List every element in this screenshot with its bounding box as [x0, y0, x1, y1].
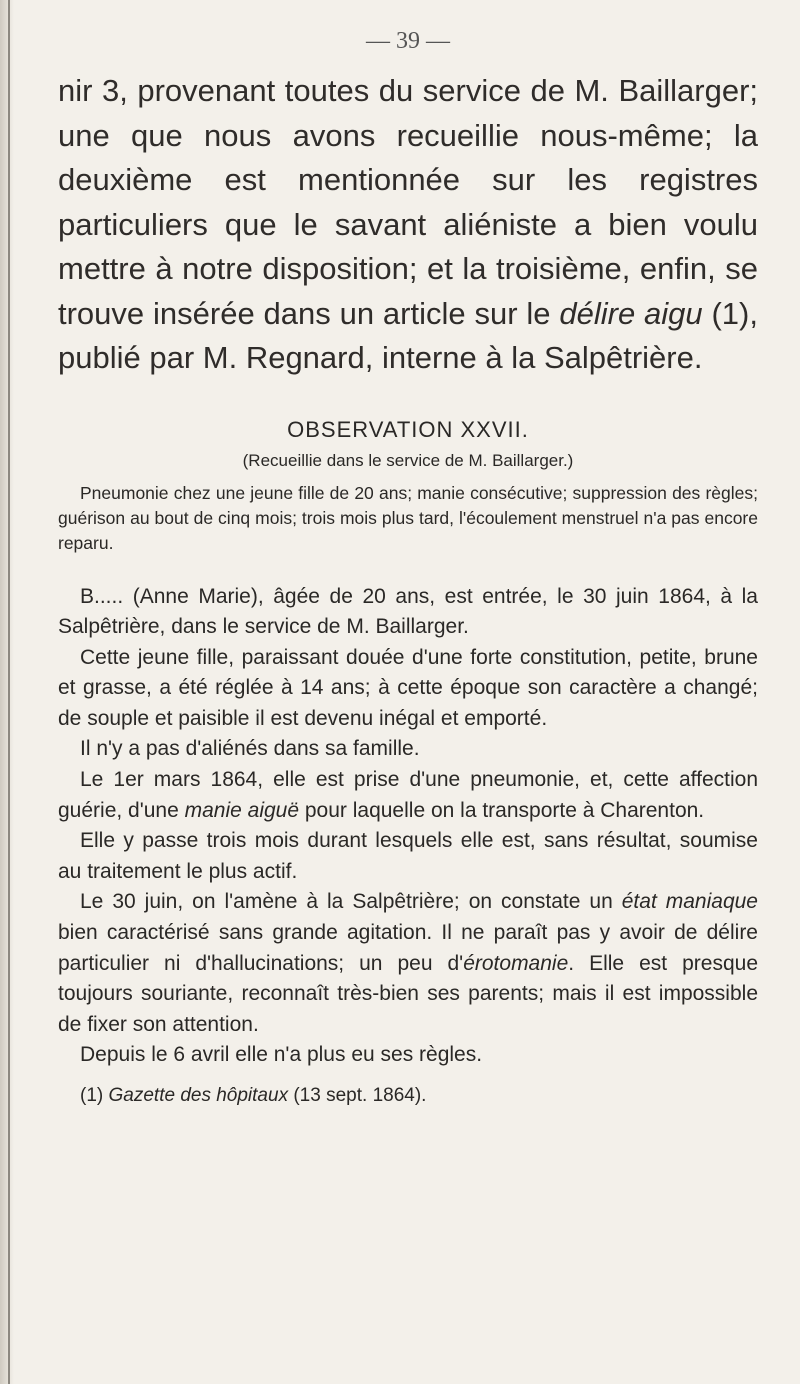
binding-edge — [8, 0, 10, 1384]
intro-text-a: nir 3, provenant toutes du service de M. Baillarger; une que nous avons recueillie nous-même; la deuxième est mentionnée sur les registres particuliers que le savant aliéniste a bien voulu mettre à notre disposition; et la troisième, enfin, se trouve insérée dans un article sur le — [58, 73, 758, 331]
page — [58, 28, 758, 1107]
intro-text — [58, 69, 758, 381]
observation-summary: Pneumonie chez une jeune fille de 20 ans; manie consécutive; suppression des règles; guérison au bout de cinq mois; trois mois plus tard, l'écoulement menstruel n'a pas encore reparu. — [58, 482, 758, 553]
case-p6-italic-1: état maniaque — [621, 890, 758, 914]
book-binding — [0, 0, 14, 1384]
case-paragraph-1: B..... (Anne Marie), âgée de 20 ans, est entrée, le 30 juin 1864, à la Salpêtrière, dans le service de M. Baillarger. — [58, 584, 758, 639]
case-paragraph-2: Cette jeune fille, paraissant douée d'une forte constitution, petite, brune et grasse, a été réglée à 14 ans; à cette époque son caractère a changé; de souple et paisible il est devenu inégal et emporté. — [58, 645, 758, 730]
case-p6-b: bien caractérisé sans grande agitation. Il ne paraît pas y avoir de délire particulier ni d'hallucinations; un peu d' — [58, 921, 758, 975]
case-p4-b: pour laquelle on la transporte à Charenton. — [299, 798, 705, 822]
case-p4-a: Le 1er mars 1864, elle est prise d'une pneumonie, et, cette affection guérie, d'une — [58, 768, 758, 822]
observation-title: OBSERVATION XXVII. — [287, 416, 529, 442]
footnote — [58, 1085, 758, 1107]
case-p4-italic: manie aiguë — [184, 798, 300, 822]
case-paragraph-6 — [58, 887, 758, 1040]
case-p6-a: Le 30 juin, on l'amène à la Salpêtrière; on constate un — [80, 890, 622, 914]
footnote-date: (13 sept. 1864). — [288, 1085, 427, 1106]
footnote-mark: (1) — [80, 1085, 109, 1106]
observation-subtitle: (Recueillie dans le service de M. Baillarger.) — [242, 450, 574, 470]
case-paragraph-4 — [58, 765, 758, 826]
case-p6-c: . Elle est presque toujours souriante, reconnaît très-bien ses parents; mais il est impossible de fixer son attention. — [58, 951, 758, 1036]
intro-paragraph — [58, 69, 758, 381]
footnote-source: Gazette des hôpitaux — [108, 1085, 289, 1106]
intro-italic: délire aigu — [559, 295, 703, 331]
case-paragraph-3: Il n'y a pas d'aliénés dans sa famille. — [80, 737, 420, 761]
case-paragraph-5: Elle y passe trois mois durant lesquels elle est, sans résultat, soumise au traitement le plus actif. — [58, 829, 758, 883]
case-report — [58, 582, 758, 1072]
case-p6-italic-2: érotomanie — [463, 951, 569, 975]
page-number: — 39 — — [366, 28, 450, 54]
intro-text-b: (1), publié par M. Regnard, interne à la Salpêtrière. — [58, 295, 758, 375]
case-paragraph-7: Depuis le 6 avril elle n'a plus eu ses règles. — [80, 1043, 483, 1067]
